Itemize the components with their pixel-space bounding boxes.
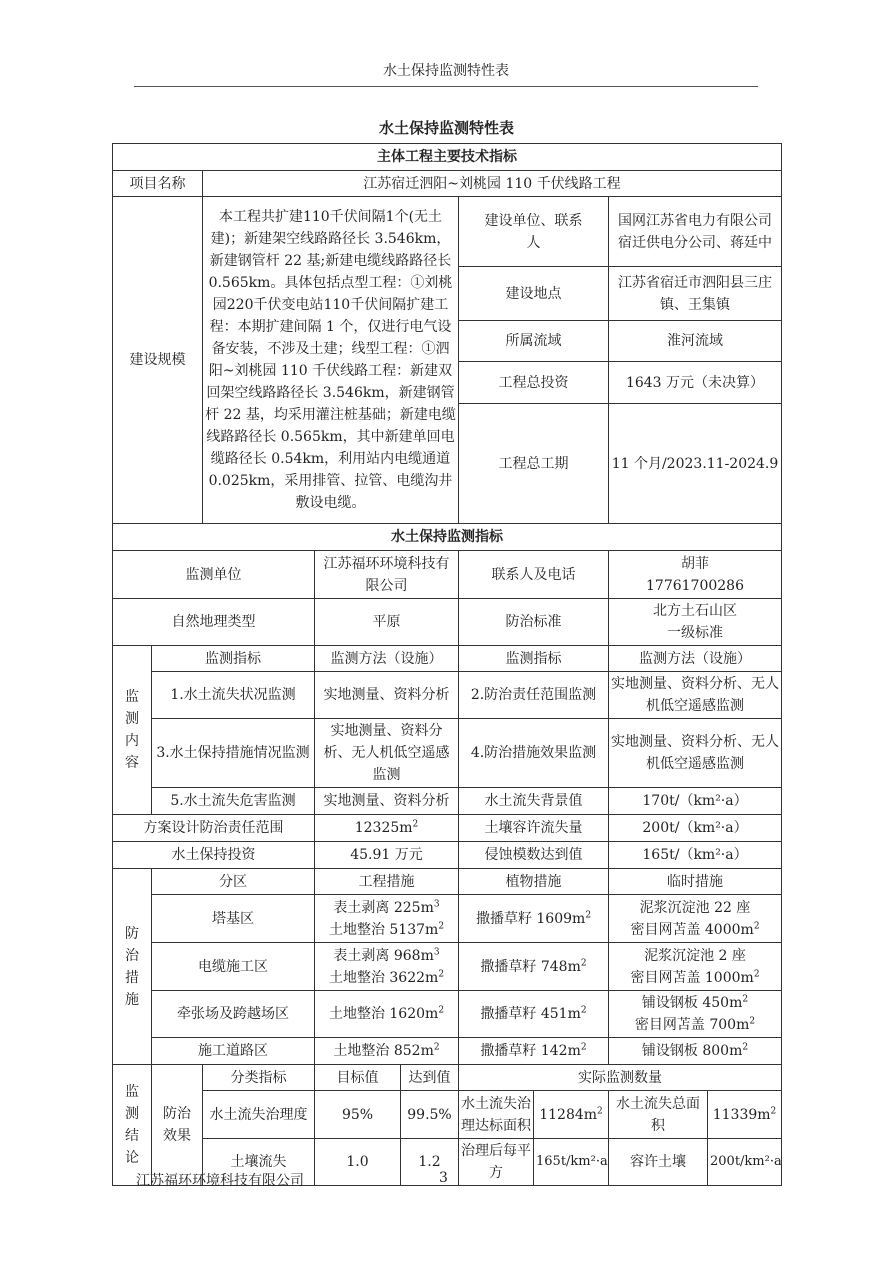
monitoring-item-3: 3.水土保持措施情况监测 (152, 719, 315, 788)
temporary-measure: 铺设钢板 $450m^2$ 密目网苫盖 $700m^2$ (609, 991, 782, 1038)
engineering-measure: 表土剥离 $225m^3$ 土地整治 $5137m^2$ (315, 895, 459, 943)
main-project-section-title: 主体工程主要技术指标 (113, 144, 782, 171)
monitoring-method-5: 实地测量、资料分析 (315, 788, 459, 815)
measures-header-engineering: 工程措施 (315, 869, 459, 895)
indicator-header-right: 监测指标 (459, 646, 609, 672)
plant-measure: 撒播草籽 $451m^2$ (459, 991, 609, 1038)
background-value-label: 水土流失背景值 (459, 788, 609, 815)
actual-label-b: 水土流失总面积 (609, 1091, 708, 1139)
project-name-label: 项目名称 (113, 171, 203, 197)
measures-label: 防治措施 (113, 869, 152, 1065)
site-label: 建设地点 (459, 267, 609, 321)
allowable-loss-label: 土壤容许流失量 (459, 815, 609, 842)
achieved-header: 达到值 (401, 1065, 459, 1091)
monitoring-item-4: 4.防治措施效果监测 (459, 719, 609, 788)
standard-line-1: 北方土石山区 (653, 603, 737, 619)
measures-header-temporary: 临时措施 (609, 869, 782, 895)
temporary-measure: 泥浆沉淀池 22 座 密目网苫盖 $4000m^2$ (609, 895, 782, 943)
monitoring-section-title: 水土保持监测指标 (113, 524, 782, 551)
measures-header-zone: 分区 (152, 869, 315, 895)
page-number: 3 (439, 1170, 448, 1186)
basin-label: 所属流域 (459, 321, 609, 362)
contact-phone: 17761700286 (646, 577, 744, 594)
plant-measure: 撒播草籽 $142m^2$ (459, 1038, 609, 1065)
contact-label: 联系人及电话 (459, 551, 609, 599)
swc-investment-label: 水土保持投资 (113, 842, 315, 869)
monitoring-unit-value: 江苏福环环境科技有限公司 (315, 551, 459, 599)
monitoring-method-4: 实地测量、资料分析、无人机低空遥感监测 (609, 719, 782, 788)
monitoring-method-2: 实地测量、资料分析、无人机低空遥感监测 (609, 672, 782, 719)
landform-value: 平原 (315, 599, 459, 646)
category-header: 分类指标 (203, 1065, 315, 1091)
effect-label: 防治效果 (152, 1065, 203, 1186)
basin-value: 淮河流域 (609, 321, 782, 362)
actual-value-a: $11284m^2$ (534, 1091, 609, 1139)
monitoring-unit-label: 监测单位 (113, 551, 315, 599)
monitoring-item-2: 2.防治责任范围监测 (459, 672, 609, 719)
footer-company: 江苏福环环境科技有限公司 (136, 1173, 304, 1189)
zone-name: 电缆施工区 (152, 943, 315, 991)
monitoring-method-1: 实地测量、资料分析 (315, 672, 459, 719)
standard-value (609, 599, 782, 646)
monitoring-method-3: 实地测量、资料分析、无人机低空遥感监测 (315, 719, 459, 788)
engineering-measure: 表土剥离 $968m^3$ 土地整治 $3622m^2$ (315, 943, 459, 991)
page-header: 水土保持监测特性表 (134, 60, 758, 87)
background-value: 170t/（km²·a） (609, 788, 782, 815)
indicator-name: 水土流失治理度 (203, 1091, 315, 1139)
build-scale-description: 本工程共扩建110千伏间隔1个(无土建)；新建架空线路路径长 3.546km，新建钢管杆 22 基;新建电缆线路路径长 0.565km。具体包括点型工程：①刘桃园220千伏变电站110千伏间隔扩建工程：本期扩建间隔 1 个，仅进行电气设备安装，不涉及土建；线型工程：①泗阳~刘桃园 110 千伏线路工程：新建双回架空线路路径长 3.546km，新建钢管杆 22 基，均采用灌注桩基础；新建电缆线路路径长 0.565km，其中新建单回电缆路径长 0.54km，利用站内电缆通道0.025km，采用排管、拉管、电缆沟井敷设电缆。 (203, 197, 459, 524)
method-header-right: 监测方法（设施） (609, 646, 782, 672)
monitoring-item-5: 5.水土流失危害监测 (152, 788, 315, 815)
actual-value-a: 165t/km²·a (534, 1139, 609, 1186)
monitoring-item-1: 1.水土流失状况监测 (152, 672, 315, 719)
period-label: 工程总工期 (459, 404, 609, 524)
erosion-modulus-value: 165t/（km²·a） (609, 842, 782, 869)
site-value: 江苏省宿迁市泗阳县三庄镇、王集镇 (609, 267, 782, 321)
zone-name: 塔基区 (152, 895, 315, 943)
achieved-value: 1.2 (401, 1139, 459, 1186)
achieved-value: 99.5% (401, 1091, 459, 1139)
measures-header-plant: 植物措施 (459, 869, 609, 895)
landform-label: 自然地理类型 (113, 599, 315, 646)
actual-value-b: $11339m^2$ (708, 1091, 782, 1139)
investment-label: 工程总投资 (459, 362, 609, 404)
responsibility-range-value: $12325m^2$ (315, 815, 459, 842)
allowable-loss-value: 200t/（km²·a） (609, 815, 782, 842)
actual-label-a: 水土流失治理达标面积 (459, 1091, 534, 1139)
builder-label: 建设单位、联系人 (459, 197, 609, 267)
zone-name: 施工道路区 (152, 1038, 315, 1065)
plant-measure: 撒播草籽 $748m^2$ (459, 943, 609, 991)
contact-value (609, 551, 782, 599)
indicator-header-left: 监测指标 (152, 646, 315, 672)
builder-value: 国网江苏省电力有限公司宿迁供电分公司、蒋廷中 (609, 197, 782, 267)
conclusion-label: 监测结论 (113, 1065, 152, 1186)
actual-label-a: 治理后每平方 (459, 1139, 534, 1186)
engineering-measure: 土地整治 $1620m^2$ (315, 991, 459, 1038)
document-title: 水土保持监测特性表 (378, 119, 514, 137)
period-value: 11 个月/2023.11-2024.9 (609, 404, 782, 524)
standard-label: 防治标准 (459, 599, 609, 646)
standard-line-2: 一级标准 (667, 625, 723, 641)
characteristics-table (112, 143, 782, 1186)
temporary-measure: 铺设钢板 $800m^2$ (609, 1038, 782, 1065)
monitoring-content-label: 监测内容 (113, 646, 152, 815)
target-value: 1.0 (315, 1139, 401, 1186)
plant-measure: 撒播草籽 $1609m^2$ (459, 895, 609, 943)
engineering-measure: 土地整治 $852m^2$ (315, 1038, 459, 1065)
zone-name: 牵张场及跨越场区 (152, 991, 315, 1038)
contact-name: 胡菲 (681, 555, 709, 572)
target-header: 目标值 (315, 1065, 401, 1091)
actual-label-b: 容许土壤 (609, 1139, 708, 1186)
method-header-left: 监测方法（设施） (315, 646, 459, 672)
actual-value-b: 200t/km²·a (708, 1139, 782, 1186)
investment-value: 1643 万元（未决算） (609, 362, 782, 404)
build-scale-label: 建设规模 (113, 197, 203, 524)
erosion-modulus-label: 侵蚀模数达到值 (459, 842, 609, 869)
temporary-measure: 泥浆沉淀池 2 座 密目网苫盖 $1000m^2$ (609, 943, 782, 991)
target-value: 95% (315, 1091, 401, 1139)
swc-investment-value: 45.91 万元 (315, 842, 459, 869)
project-name-value: 江苏宿迁泗阳~刘桃园 110 千伏线路工程 (203, 171, 782, 197)
actual-header: 实际监测数量 (459, 1065, 782, 1091)
indicator-name: 土壤流失 (203, 1139, 315, 1186)
responsibility-range-label: 方案设计防治责任范围 (113, 815, 315, 842)
